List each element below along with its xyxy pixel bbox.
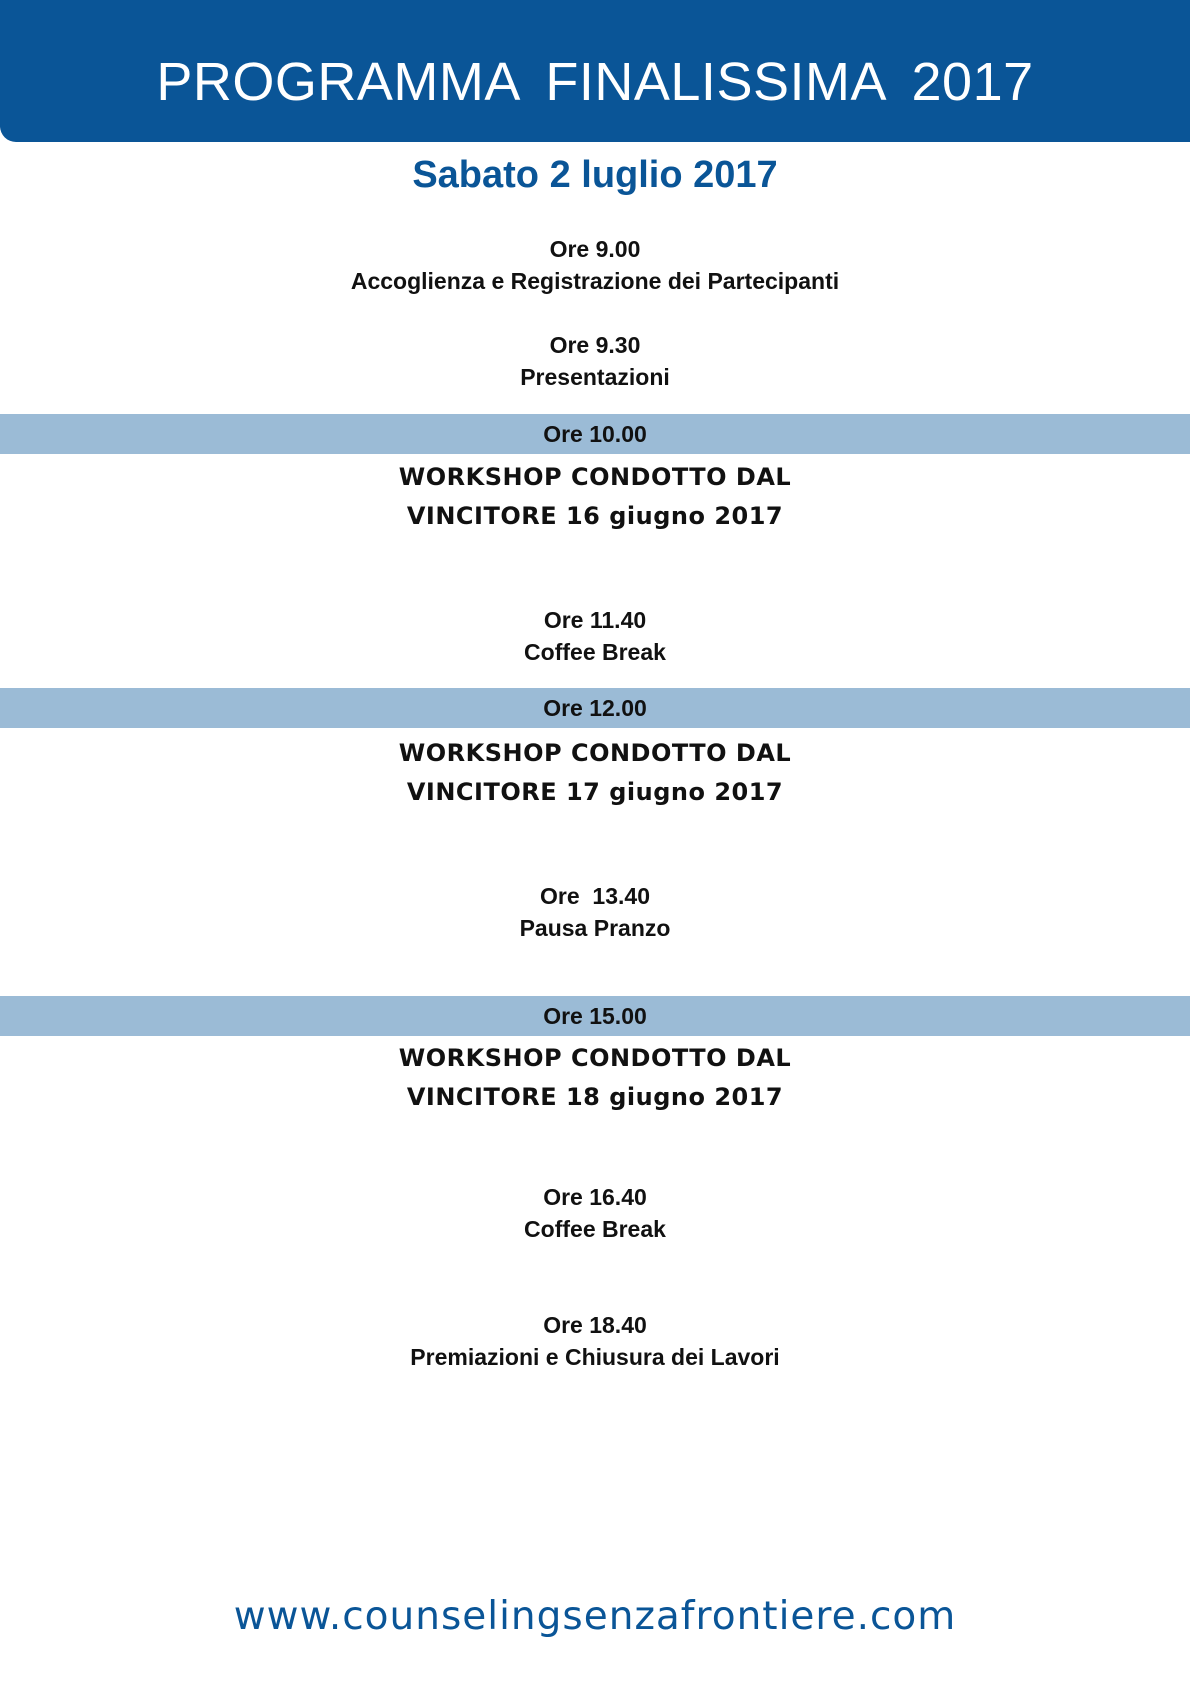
schedule-activity-1640: Coffee Break <box>524 1216 666 1242</box>
schedule-time-1000: Ore 10.00 <box>543 421 647 447</box>
workshop-date-1200: VINCITORE 17 giugno 2017 <box>406 778 784 806</box>
schedule-activity-1840: Premiazioni e Chiusura dei Lavori <box>410 1344 780 1370</box>
workshop-title-1200: WORKSHOP CONDOTTO DAL <box>398 739 792 767</box>
schedule-activity-1340: Pausa Pranzo <box>519 915 671 941</box>
schedule-time-1200: Ore 12.00 <box>543 695 647 721</box>
schedule-time-1640: Ore 16.40 <box>543 1184 647 1210</box>
page-title: PROGRAMMA FINALISSIMA 2017 <box>156 52 1034 112</box>
schedule-time-0930: Ore 9.30 <box>549 332 641 358</box>
schedule-time-1340: Ore 13.40 <box>540 883 650 909</box>
workshop-title-1500: WORKSHOP CONDOTTO DAL <box>398 1044 792 1072</box>
schedule-time-1840: Ore 18.40 <box>543 1312 647 1338</box>
workshop-date-1500: VINCITORE 18 giugno 2017 <box>406 1083 784 1111</box>
workshop-date-1000: VINCITORE 16 giugno 2017 <box>406 502 784 530</box>
workshop-title-1000: WORKSHOP CONDOTTO DAL <box>398 463 792 491</box>
schedule-time-1500: Ore 15.00 <box>543 1003 647 1029</box>
date-heading: Sabato 2 luglio 2017 <box>412 154 778 196</box>
website-url[interactable]: www.counselingsenzafrontiere.com <box>233 1594 957 1639</box>
schedule-time-1140: Ore 11.40 <box>543 607 647 633</box>
schedule-time-0900: Ore 9.00 <box>549 236 641 262</box>
schedule-activity-0900: Accoglienza e Registrazione dei Partecipanti <box>350 268 840 294</box>
schedule-activity-1140: Coffee Break <box>524 639 666 665</box>
schedule-activity-0930: Presentazioni <box>520 364 670 390</box>
